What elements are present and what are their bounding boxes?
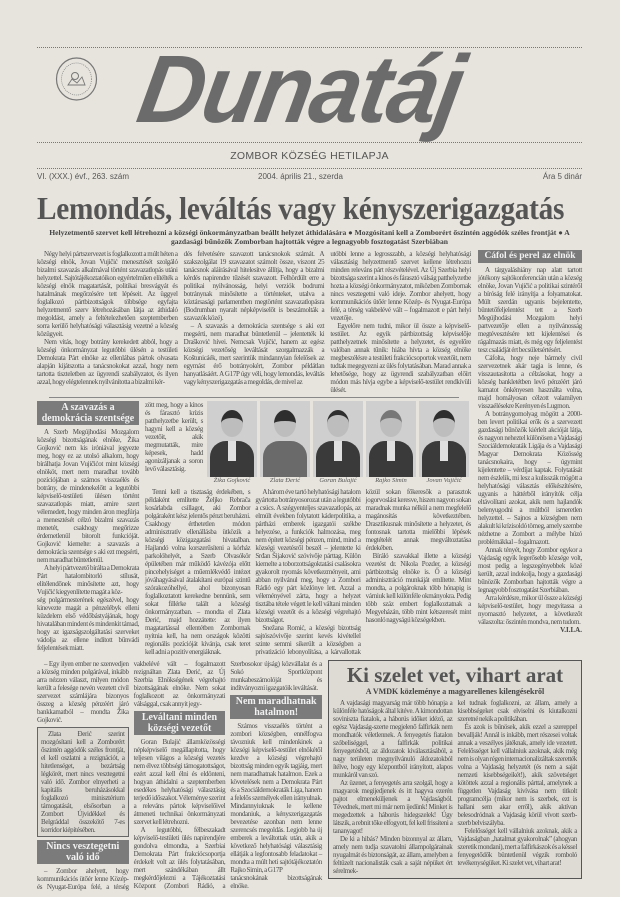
middle-right bbox=[145, 401, 471, 656]
masthead-rule-2 bbox=[37, 168, 582, 169]
lead-article bbox=[37, 250, 471, 394]
lead-headline: Lemondás, leváltás vagy kényszerigazgatás bbox=[37, 190, 565, 226]
paragraph: – A szavazás a demokrácia szentsége s aki ezt megsérti, nem maradhat büntetlenül – jelentették ki Drašković hívei. Nemcsak Vujičić, hanem az egész községi vezetőség leváltását szorgalmazzák a Koštunicáék, mert szerintük mindannyian felelősek az egymást érő botrányokért, Zombor példátlan hanyatlásáért. A G17P úgy véli, hogy lemondás, leváltás vagy kényszerigazgatás a megoldás, de mivel az bbox=[183, 322, 325, 386]
sidebar-title: Cáfol és perel az elnök bbox=[478, 250, 582, 263]
upper-section bbox=[37, 250, 582, 656]
vmdk-body bbox=[333, 699, 577, 875]
photo-portrait bbox=[366, 401, 416, 477]
paragraph: ség polgármesterének egészével, hogy kinevezte magát a pénzelébyk elleni küzdelem első védőbástyájának, hogy hivatalában mindent és mindenkit támad, hogy az igazságszolgáltatási szerveket vádolja az ellene indított bűnvádi feljelentések miatt. bbox=[37, 596, 139, 652]
photo-caption: Zlata Đerić bbox=[269, 477, 301, 484]
photo-portrait bbox=[260, 401, 310, 477]
middle-columns bbox=[145, 488, 471, 656]
lower-columns bbox=[37, 660, 322, 891]
paragraph: A tárgyaláshiány nap alatt tartott jótékony sajtókonferencián után a község elnöke, Jovan Vujičić a politikai szintéről a bíróság felé irányítja a folyamatokat. Múlt szerdán ugyanis bejelentette, büntetőfeljelentést tett a Szerb Megújhodási Mozgalom helyi partvezetője ellen a nyilvánosság megtévesztésére tett kijelentései és rágalmazás miatt, és még egy feljelentést tesz családját ért becsületsértésért. bbox=[478, 266, 582, 354]
photo-caption: Rajko Simin bbox=[375, 477, 407, 484]
paragraph: Négy helyi pártszervezet is foglalkozott a múlt héten a községi elnök, Jovan Vujičić menesztését szolgáló bizalmi szavazás alkalmával történt szavazatlopás utáni helyzettel. Sajtótájékoztatóikon egyértelműen elítélték a községi elnök magatartását, politikai bresvágyát és hatalmának megőrzésére tett lépéseit. Az üggyel foglalkozó pártbizottságok többsége egyfajta helyzetmentő szerv létrehozásában látja az áthidaló megoldást, amely a feltételezhetően szeptemberben sorra kerülő helyhatósági választásig vezetné a község közügyeit. bbox=[37, 250, 178, 338]
photo-item bbox=[207, 401, 257, 485]
photo-row bbox=[145, 401, 471, 485]
paragraph: A botránygomolyag mögött a 2000-ben levert politikai erők és a szervezett gazdasági bűnözők kiérlelt akcióját látja, és nagyon neheztel különösen a Vajdasági Szociáldemokraták Ligája és a Vajdasági Magyar Demokrata Közösség tanácsnokaira, hogy – úgymint kijelentette – vérdíjat kaptak. Folytatását nem észlelik, mi lesz a kulisszák mögött a helyhatósági választás előkészítésére, ugyanis a háttérből irányítók célja eltávolítani azokat, akik nem hajlandók belenyugodni a múltból ismeretlen helyzettel. – Sajnos a községben nem alakult ki krízisoldó tömeg, amely szembe nézhetne a Zombort a mélybe húzó problémákkal – fogalmazott. bbox=[478, 410, 582, 546]
photo-item bbox=[260, 401, 310, 485]
paragraph: Zlata Đerić szerint mozgósítani kell a Zomborért őszintén aggódók széles frontját, el kell oszlatni a rezignációt, a hitetlenséget, a bezártság légkörét, mert nincs vesztegetni való idő. Zombor elnyerheti a kapitális beruházásokkal foglalkozó minisztérium támogatását, elsősorban a Zombort Újvidékkel és Belgráddal összekötő 7-es korridor kiépítésében. bbox=[41, 730, 125, 834]
masthead-rule bbox=[37, 142, 582, 143]
lower-section bbox=[37, 660, 582, 891]
issue-price: Ára 5 dinár bbox=[542, 172, 582, 181]
paragraph: tanácsnokának bizottságának elnöke. bbox=[230, 874, 322, 890]
photo-item bbox=[366, 401, 416, 485]
vmdk-title: Ki szelet vet, vihart arat bbox=[346, 663, 564, 687]
vmdk-subtitle: A VMDK közleménye a magyarellenes kilengésekről bbox=[365, 687, 545, 696]
paragraph: Tenni kell a tisztaság érdekében, s példaként említette Željko Rebrača kosárlabda csillagot, aki Zombor polgáraként kész jelentős pénzt beruházni. Csakhogy érthetetlen módon adminisztratív ellenállásba ütközik a községi közigazgatási hivatalban. Hajlandó volna korszerűsíteni a kórház parkolóhelyét, a Szerb Olvasókör épületében már működő kávézója előtt pincehelyiséget a műemlékvédő intézet jóváhagyásával átalakítani európai szintű szórakozóhellyé, ahol bizonyosan foglalkoztatott kerekedne bennünk, sem sokat fillérke talált a községi önkormányzatban. – mondta el Zlata Đerić, majd hozzátette: az ilyen magatartással ellentétben Zombornak nyitnia kell, ha nem országok közötti regionális pozícióját kívánja, csak teret kell adni a pozitív energiáknak. bbox=[145, 488, 251, 656]
photo-portrait bbox=[207, 401, 257, 477]
page-body bbox=[37, 250, 582, 891]
spo-article bbox=[37, 401, 139, 652]
newspaper-subtitle: ZOMBOR KÖZSÉG HETILAPJA bbox=[230, 150, 389, 162]
city-seal-icon bbox=[55, 57, 98, 101]
paragraph: Annak tényét, hogy Zombor egykor a Vajdaság egyik legerősebb községe volt, most pedig a legszegényebbek közé került, azzal indokolja, hogy a gazdasági bűnözők Zomborban hajtották végre a legnagyobb fosztogatást Szerbiában. bbox=[478, 546, 582, 594]
photo-portrait bbox=[313, 401, 363, 477]
paragraph: A három éve tartó helyhatósági hatalom gyártotta botrányosorozat után a legutóbbi a csúcs. A szégyenteljes szavazatlopás, az elmúlt években folytatott káderpolitika, a pártházi emberek igazgatói székbe helyezése, a funkciók halmozása, meg nem épített községi pénzen, mind, mind a községi vezetésről beszél – jelentette ki Srđan Šijaković szóvivője párttag. Külön kiemelte a toborzottságoktatási csalásokra gyakorolt nyomás következményeit, ami abban nyilvánul meg, hogy a Zombori Rádió egy párt közlönye lett. Azzal a véleményével zárta, hogy a helyzet tisztába tétele végett le kell váltani minden községi vezetőt és a községi végrehajtó bizottságot. bbox=[255, 488, 361, 624]
paragraph: Az üzenet, a fenyegetés arra szolgál, hogy a magyarok megijedjenek és itt hagyva ezerén pajtot elmeneküljenek a Vajdaságból. Tévednek, mert mi már nem ijedünk! Minket is megedzettek a háborús hidegszelek! Úgy látszik, a rebnit tőke elfogyott, fel kell frissíteni a tananyagot! bbox=[333, 779, 453, 835]
paragraph: Egyelőre nem tudni, mikor ül össze a képviselő-testület. Az egyik pártbizottság képviselője patthelyzetnek minősítette a helyzetet, és egyelőre valóban annak tűnik: hiába hívta a község elnöke megbeszélésre a testületi frakciócsoportok vezetőit, nem tudtak megegyezni az ülés folytatásában. Marad annak a lehetősége, hogy az ügyrendi szabályzatban előírt módon más hívja egybe a képviselő-testület rendkívüli ülését. bbox=[330, 322, 471, 394]
newspaper-title: Dunatáj bbox=[130, 36, 471, 143]
lead-subhead: Helyzetmentő szervet kell létrehozni a községi önkormányzatban beállt helyzet áthidalására ● Mozgósítani kell a Zomborért őszintén aggódók széles frontját ● A gazdasági bűnözők Zomborban hajtották végre a legnagyobb fosztogatást Szerbiában bbox=[49, 228, 570, 246]
issue-date: 2004. április 21., szerda bbox=[258, 172, 343, 181]
paragraph: kel tudnak foglalkozni, az állam, amely a kisebbségeket csak elviselni és kiutalkozni szeretné nekik a politikában. bbox=[457, 699, 577, 723]
paragraph: A helyi pártvezető bírálta a Demokrata Párt hatalombitorló stílusát, elítélendőnek minősítette azt, hogy Vujičić kiegyenlítette magát a köz- bbox=[37, 564, 139, 596]
photo-caption: Jovan Vujičić bbox=[426, 477, 462, 484]
paragraph: Cáfolta, hogy neje bármely civil szervezetnek akár tagja is lenne, és visszautasította a célzásokat, hogy a község bankletétben levő pénzéért járó kamatot önkényesen használta volna, majd homályosan célzott valamilyen visszaélésekre Kerényen és Lugmon. bbox=[478, 354, 582, 410]
paragraph: Számos visszaélés történt a zombori községben, ennélfogva távozniuk kell mindenkinek a községi képviselő-testület elnökétől kezdve a községi végrehajtó bizottság minden egyik tagjáig, mert nem maradhatnak hatalmon. Ezek a követelések nem a Demokrata Párt és a Szociáldemokraták Liga, hanem a felelős személyek ellen irányulnak. Mindannyiuknak le kellene mondaniuk, a kényszerigazgatás bevezetése azonban nem lenne szerencsés megoldás. Legjobb ha új emberek a leváltottak után, akik a következő helyhatósági választásig ellátják a legfontosabb feladatokat – mondta a múlt heti sajtótájékoztatón Rajko Simin, a G17P bbox=[230, 722, 322, 874]
paragraph: A legutóbbi, félbeszakadt képviselő-testületi ülés napirendjére gondolva elmondta, a Szerbiai Demokrata Párt frakciócsoportja érdekelt volt az ülés folytatásában, mert szándékában állt megkérdőjelezni a Tájékoztatási Központ (Zombori Rádió, a Szerbosokor újság) közvállalat és a Sokó Sportközpont munkabeszámolóját és indítványozni igazgatóik leváltását. bbox=[133, 660, 322, 890]
middle-section bbox=[37, 401, 471, 656]
photo-caption: Žika Gojković bbox=[213, 477, 251, 484]
spo-section-title: A szavazás a demokrácia szentsége bbox=[37, 401, 139, 425]
lead-bottom-rule bbox=[49, 397, 459, 398]
ds-section-title: Leváltani minden községi vezetőt bbox=[134, 711, 226, 735]
photo-item bbox=[419, 401, 469, 485]
paragraph: dés felvetésére szavazott tanácsnokok számát. A szakszolgálat 19 szavazatot számolt össze, viszont 25 tanácsnok aláírásával hitelesítve állítja, hogy a bizalmi kérdés napirendre tűzését szavazott. Felhördült erre a politikai nyilvánosság, helyi verziók bodrumi botránynak minősítette a történteket, utalva a köztársasági parlamentben megtörtént szavazatlopásra (Bodrumban nyaralt népképviselőt is beszámolták a szavazók közé). bbox=[183, 250, 325, 322]
photo-caption: Goran Bulajić bbox=[319, 477, 357, 484]
g17-section-title: Nem maradhatnak hatalmon! bbox=[230, 695, 322, 719]
paragraph: Goran Bulajić államközösségi népképviselő megállapította, hogy teljesen világos a községi vezetés nem élvez többségi támogatottságot, ezért azzal kell élni és eldönteni, hogyan áthidalni a szeptemberben esedékes helyhatósági választásig terjedő időszakot. Véleménye szerint a releváns pártok képviselőivel átmeneti technikai önkormányzati szervet kell létrehozni. bbox=[133, 738, 226, 826]
ns-body-continued bbox=[145, 401, 203, 473]
photo-strip bbox=[207, 401, 469, 485]
paragraph: De ki a hibás? Minden bizonnyal az állam, amely nem tudja szavatolni állampolgárainak nyugalmát és biztonságát, az állam, amelyben a feltüzelt nacionalisták csak a saját népüket ért sérelmek- bbox=[333, 835, 453, 875]
photo-portrait bbox=[419, 401, 469, 477]
paragraph: – Egy ilyen ember ne szenvedjen a község minden polgárával, inkább arra nézzen választ, milyen módon került a felesége nevén vezetett civil szervezet számlájára bizonyos összeg a község pénzéért járó bankkamatból – mondta Žika Gojković. bbox=[37, 660, 129, 724]
paragraph: És azok is bűnösek, akik ezzel a szereppel bevallják! Annál is inkább, mert részesei voltak annak a veszélyes játéknak, amely ide vezetett. Felelősséget kell vállalniuk azoknak, akik még nem is olyan régen internacionalizáltak szerették volna a Vajdaság helyzetét (és nem a saját nemzeti kisebbségeikét!), akik szövetséget kötöttek azzal a regionális párttal, amelynek a független Vajdaság kivívása nem titkolt programcélja (mikor nem is szerbek, ezt is hallani sem akar erről), akik aktívan belesodródnak a Vajdaság körül vívott szerb-szerb belviszályba. bbox=[457, 723, 577, 827]
paragraph: zött meg, hogy a kínos és fárasztó krízis patthelyzetbe került, s hagyni kell a község vezetőit, akik megmutatták, mire képesek, hadd agonizáljanak a soron levő választásig. bbox=[145, 401, 203, 473]
paragraph: Nem vitás, hogy botrány kerekedett abból, hogy a községi önkormányzat legutóbbi ülésén a testületi Demokrata Párt elnöke az ellenlábas pártok olvasata alapján kijátszotta a tanácsnokokat azzal, hogy nem tartotta tiszteletben az ügyrendi szabályzatot, és ilyen azzal, hogy elégtelennek nyilvánította a bizalmi kér- bbox=[37, 338, 178, 386]
paragraph: Arra kérdésre, mikor ül össze a községi képviselő-testület, hogy megvitassa a nyomasztó helyzetet, a következőt válaszolta: őszintén mondva, nem tudom. bbox=[478, 594, 582, 626]
paragraph: – Zombor ahelyett, hogy kommunikációs ütőér lenne Közép- és Nyugat-Európa felé, a térség vakbelévé vált – fogalmazott rezignáltan Zlata Đerić, az Új Szerbia Elnökségének végrehajtó bizottságának elnöke. Nem sokat foglalkozott az önkormányzati válsággal, csak annyit jegy- bbox=[37, 660, 226, 891]
sidebar-article bbox=[478, 250, 582, 634]
paragraph: A Szerb Megújhodási Mozgalom községi bizottságának elnöke, Žika Gojković nem kis iróniával jegyezte meg, hogy ez az utolsó alkalom, hogy bírálhatja Jovan Vujičićot mint községi elnököt, mert nem maradhat tovább pozíciójában a számos visszaélés és botrány, de mindenekelőtt a legutóbbi képviselő-testületi ülésen történt szavazatlopás miatt, amire szert vélemedett, hogy minden áron megfúrja a menesztését célzó bizalmi szavazás menetét, csakhogy megőrizze érdemetlenül bitorolt funkcióját. Gojković kiemelte: a szavazás a demokrácia szentsége s aki ezt megsérti, nem maradhat büntetlenül. bbox=[37, 428, 139, 564]
paragraph: Bíráló szavakkal illette a községi vezetést dr. Nikola Pozder, a községi pártbizottság elnöke is. Ő a községi adminisztráció munkáját említette. Mint mondta, a polgároknak több hónapig is várniuk kell különféle okmányokra. Pedig több száz embert foglalkoztatnak a Megyeházán, több mint kétszeresét mint hasonló nagyságú községekben. bbox=[365, 552, 471, 624]
upper-left bbox=[37, 250, 471, 656]
ns-section-title: Nincs vesztegetni való idő bbox=[37, 840, 129, 864]
paragraph: utóbbi lenne a legrosszabb, a községi helyhatósági választásig helyzetmentő szervet kellene létrehozni minden releváns párt részvételével. Az Új Szerbia helyi bizottsága szerint a kínos és fárasztó válság patthelyzetbe hozta a községi önkormányzatot, miközben Zombornak nincs vesztegetni való ideje. Zombor ahelyett, hogy kommunikációs ütőér lenne Közép- és Nyugat-Európa felé, a térség vakbelévé vált – fogalmazott e párt helyi vezetője. bbox=[330, 250, 471, 322]
paragraph: Snežana Romić, a községi bizottság sajtószóvivője szerint kevés kivétellel szinte semmi sikerült a községben a privatizáció lebonyolítása, a kárvallottak közül sokan főkeresők a parasztok jogorvoslást keresve, hiszen nagyon sokan maradnak munka nélkül a nem megfelelő magánosítás következtében. Drasztikusnak minősítette a helyzetet, és fontosnak tartotta mielőbbi lépések megtételét annak megváltoztatása érdekében. bbox=[255, 488, 471, 656]
quote-box bbox=[37, 727, 129, 837]
photo-item bbox=[313, 401, 363, 485]
vmdk-statement-box bbox=[328, 660, 582, 879]
paragraph: A vajdasági magyarság már több hónapja a különféle hatóságok által kitéve. A kimondottan soviniszta fiatalok, a háborús időket idéző, az egész Vajdaság-szerte megjelenő falfirkák nem mondhatók véletlennek. A fenyegetés fiatalon szóbeliséggel, a falfirkák politikai fenyegetésből, az áldozatok kiválasztásából, a nagy területen megnyilvánuló áldozatokból ítélve, hogy egy központból irányított, alapos munkáról van szó. bbox=[333, 699, 453, 779]
paragraph: Felelősséget kell vállalniuk azoknak, akik a Vajdaságban „hatalmat gyakorolnak” (ahogyan szeretik mondani), mert a falfirkászok és a késsel fenyegetődők büntetlenül végzik romboló tevékenységüket. Ki szelet vet, vihart arat! bbox=[457, 827, 578, 867]
issue-number: VI. (XXX.) évf., 263. szám bbox=[37, 172, 130, 181]
sidebar-signature: V.I.LA. bbox=[560, 626, 582, 634]
